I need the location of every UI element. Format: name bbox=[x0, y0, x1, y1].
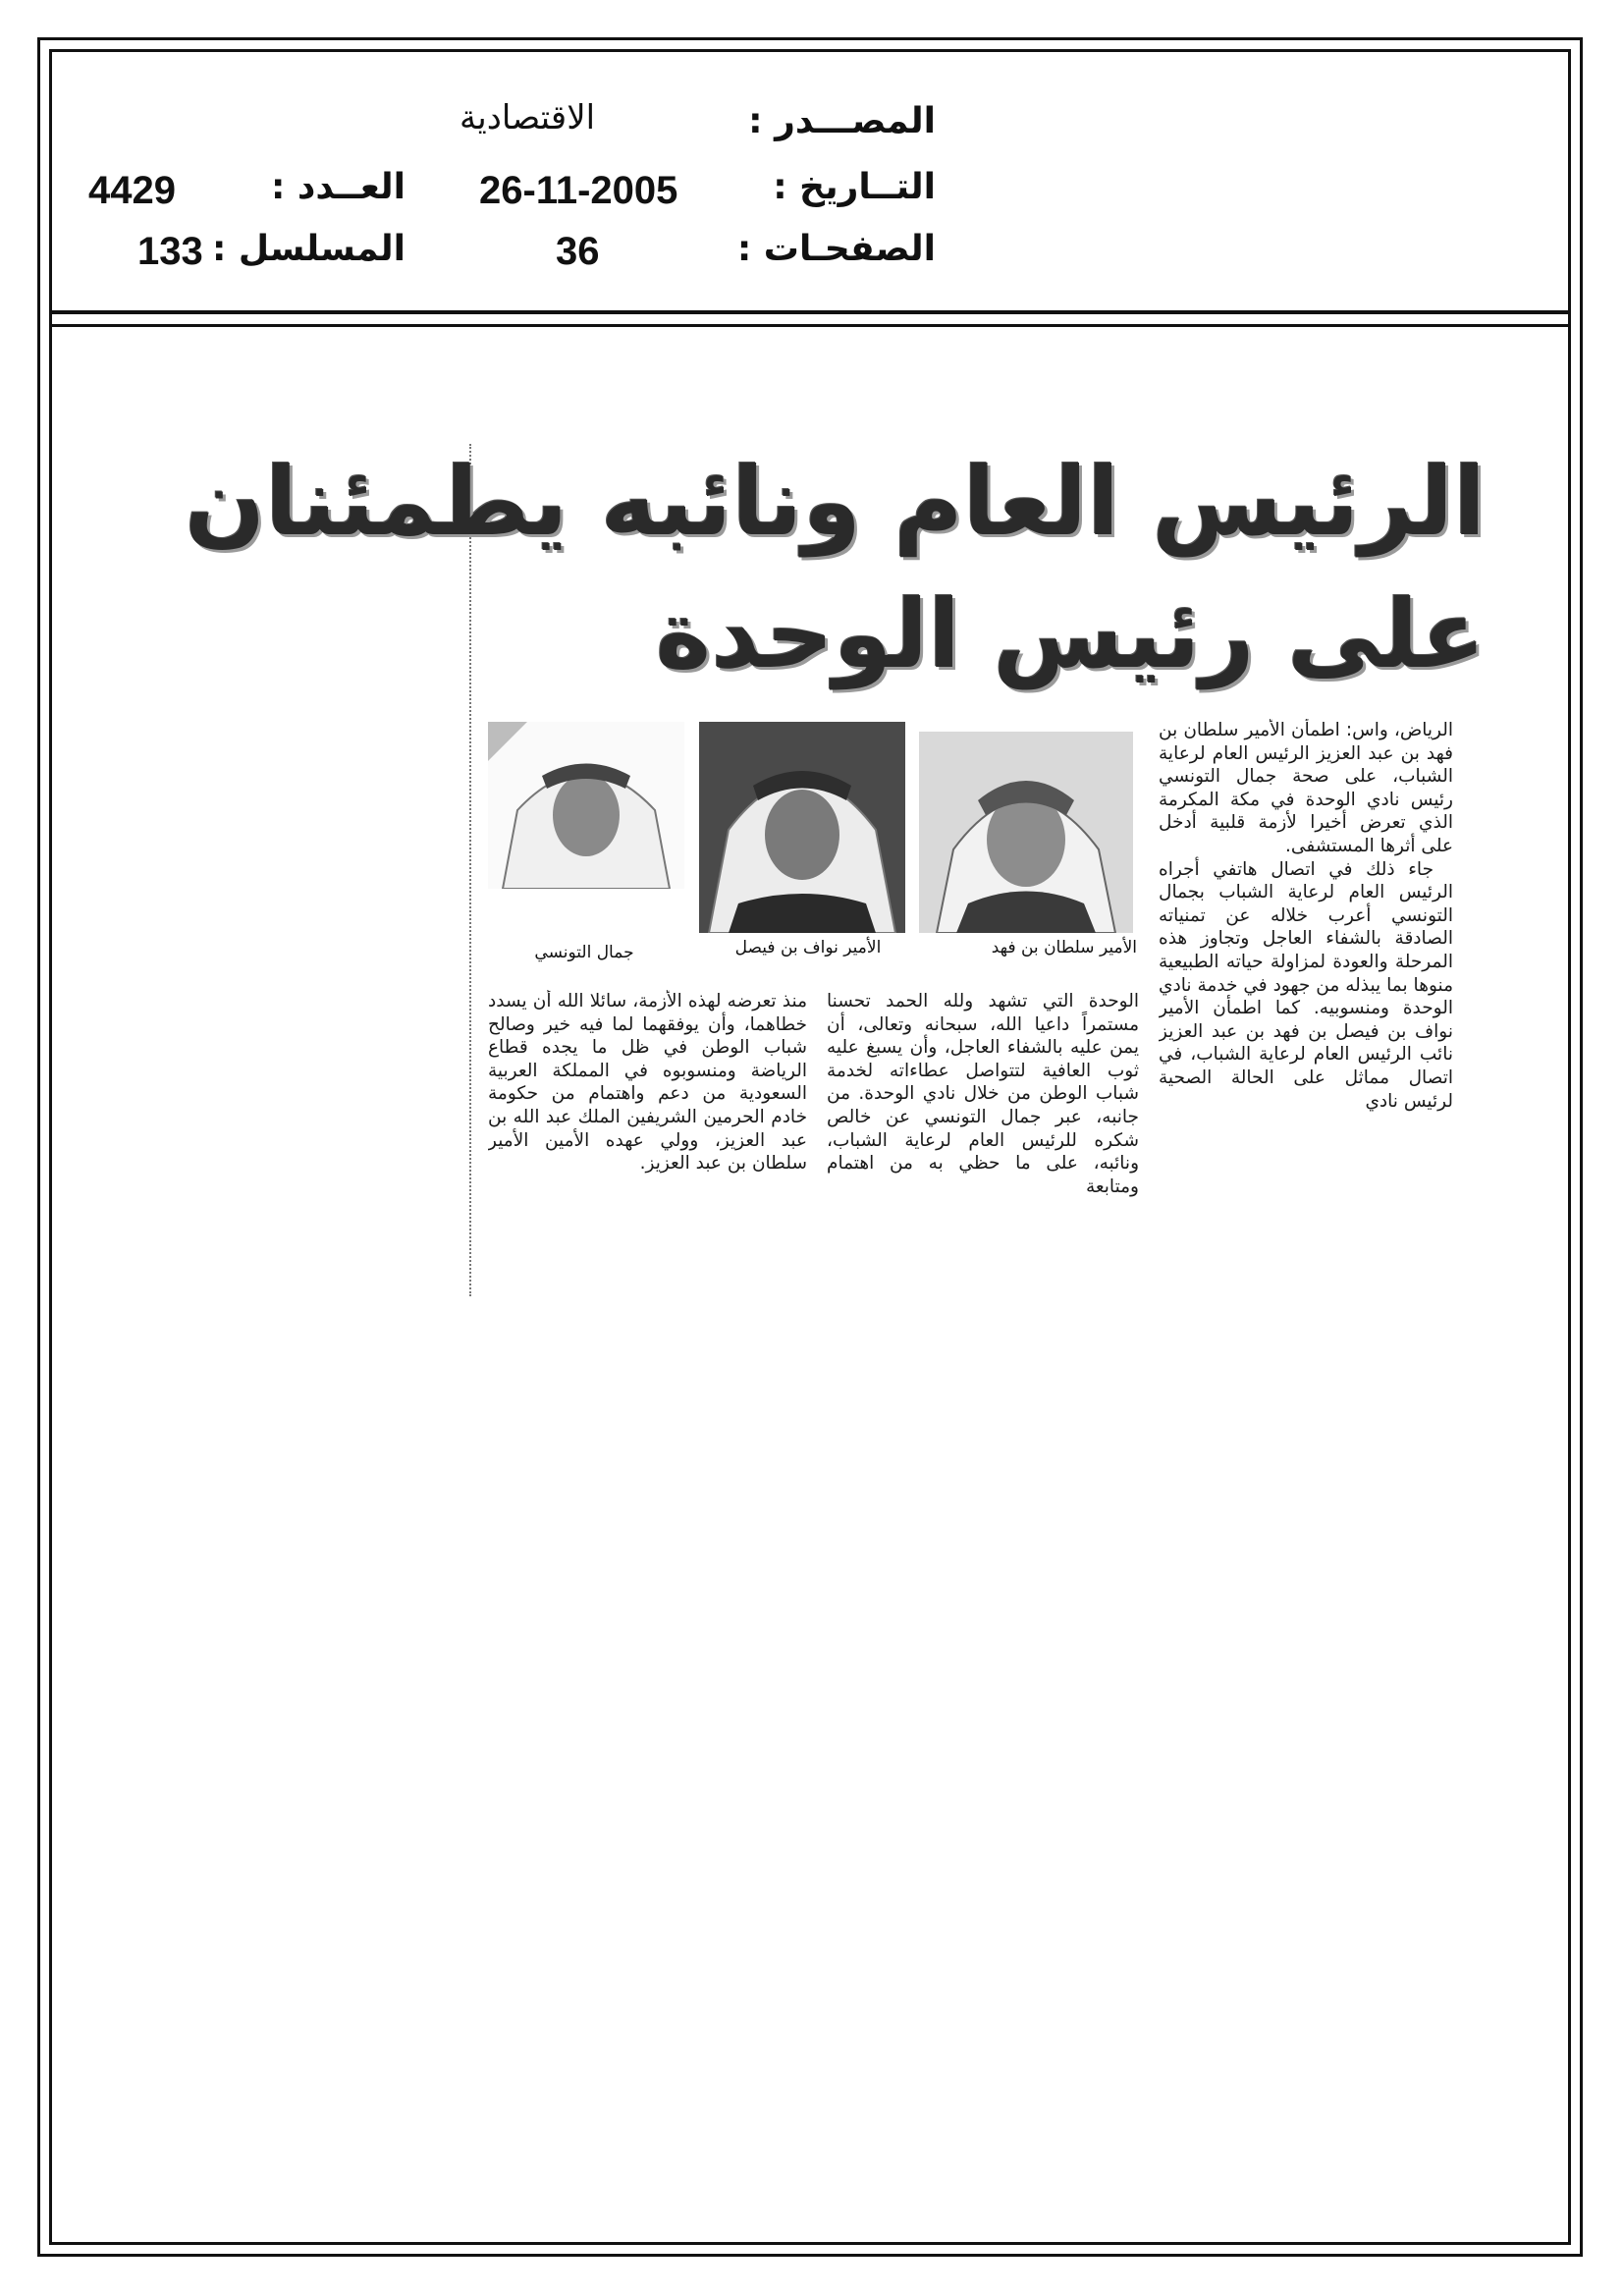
source-value: الاقتصادية bbox=[460, 98, 596, 137]
photo-caption-nawaf: الأمير نواف بن فيصل bbox=[734, 938, 882, 957]
serial-label: المسلسل : bbox=[211, 229, 406, 269]
date-value: 26-11-2005 bbox=[479, 169, 678, 212]
photo-prince-nawaf bbox=[699, 722, 905, 933]
article-paragraph: الوحدة التي تشهد ولله الحمد تحسنا مستمراً داعيا الله، سبحانه وتعالى، أن يمن عليه بالشفاء العاجل، وأن يسبغ عليه ثوب العافية لتتواصل عطاءاته لخدمة شباب الوطن من خلال نادي الوحدة. من جانبه، عبر جمال التونسي عن خالص شكره للرئيس العام لرعاية الشباب، ونائبه، على ما حظي به من اهتمام ومتابعة bbox=[827, 991, 1139, 1197]
portrait-image bbox=[699, 722, 905, 933]
article-paragraph: جاء ذلك في اتصال هاتفي أجراه الرئيس العام لرعاية الشباب بجمال التونسي أعرب خلاله عن تمنياته الصادقة بالشفاء العاجل وتجاوز هذه المرحلة والعودة لمزاولة حياته الطبيعية منوها بما يبذله من جهود في خدمة نادي الوحدة ومنسوبيه. كما اطمأن الأمير نواف بن فيصل بن فهد بن عبد العزيز نائب الرئيس العام لرعاية الشباب، في اتصال مماثل على الحالة الصحية لرئيس نادي bbox=[1159, 858, 1453, 1112]
article-column-middle bbox=[827, 990, 1139, 1275]
header-divider bbox=[49, 310, 1571, 314]
date-label: التــاريخ : bbox=[773, 167, 936, 207]
serial-value: 133 bbox=[137, 230, 203, 273]
clipping-cut-line bbox=[469, 444, 471, 1296]
article-paragraph: الرياض، واس: اطمأن الأمير سلطان بن فهد بن عبد العزيز الرئيس العام لرعاية الشباب، على صحة جمال التونسي رئيس نادي الوحدة في مكة المكرمة الذي تعرض أخيرا لأزمة قلبية أدخل على أثرها المستشفى. bbox=[1159, 720, 1453, 856]
portrait-image bbox=[488, 722, 684, 889]
photo-prince-sultan bbox=[919, 732, 1133, 933]
photo-jamal-tunisi bbox=[488, 722, 684, 889]
header-divider-secondary bbox=[49, 324, 1571, 327]
photo-caption-sultan: الأمير سلطان بن فهد bbox=[991, 938, 1137, 957]
photo-caption-jamal: جمال التونسي bbox=[534, 943, 634, 962]
article-headline-line1: الرئيس العام ونائبه يطمئنان bbox=[185, 447, 1486, 557]
issue-value: 4429 bbox=[88, 169, 176, 212]
pages-label: الصفحـات : bbox=[736, 229, 936, 269]
article-column-left bbox=[488, 990, 807, 1275]
issue-label: العــدد : bbox=[271, 167, 406, 207]
pages-value: 36 bbox=[556, 230, 600, 273]
article-paragraph: منذ تعرضه لهذه الأزمة، سائلا الله أن يسدد خطاهما، وأن يوفقهما لما فيه خير وصالح شباب الوطن في ظل ما يجده قطاع الرياضة ومنسوبوه في المملكة العربية السعودية من دعم واهتمام من حكومة خادم الحرمين الشريفين الملك عبد الله بن عبد العزيز، وولي عهده الأمين الأمير سلطان بن عبد العزيز. bbox=[488, 991, 807, 1175]
portrait-image bbox=[919, 732, 1133, 933]
source-label: المصـــدر : bbox=[748, 101, 936, 141]
article-headline-line2: على رئيس الوحدة bbox=[655, 579, 1486, 689]
article-column-right bbox=[1159, 719, 1453, 1269]
